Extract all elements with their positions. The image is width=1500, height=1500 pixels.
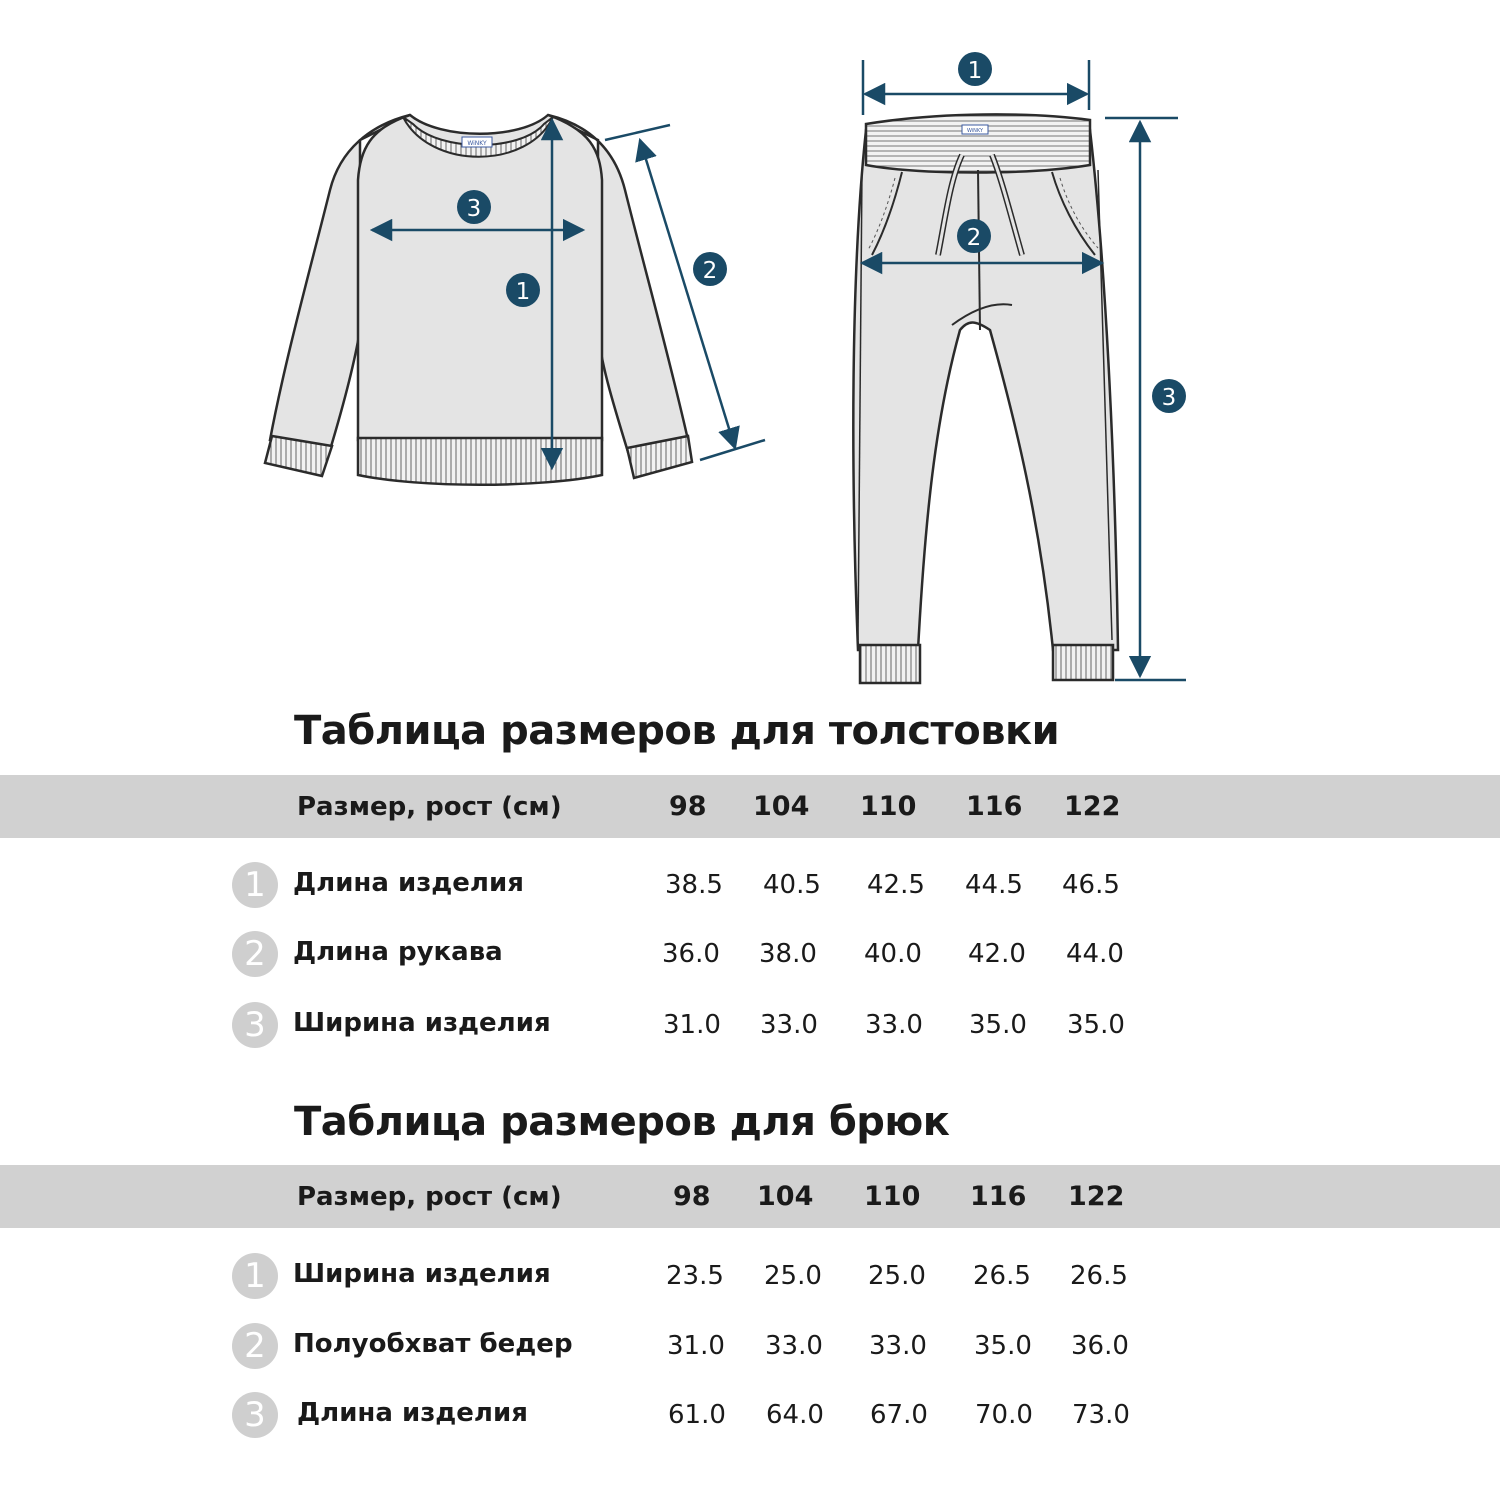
row-value: 33.0	[865, 1010, 923, 1040]
row-value: 25.0	[868, 1261, 926, 1291]
pants-marker-3	[1152, 379, 1186, 413]
row-number-badge: 3	[232, 1392, 278, 1438]
header-size-104: 104	[753, 791, 810, 822]
sweatshirt-marker-2	[693, 252, 727, 286]
sweatshirt-body	[358, 115, 602, 440]
sweatshirt-marker-3	[457, 190, 491, 224]
row-value: 61.0	[668, 1400, 726, 1430]
pants-row-width	[0, 1247, 1500, 1307]
row-value: 36.0	[1071, 1331, 1129, 1361]
sweatshirt-marker-1	[506, 273, 540, 307]
svg-text:2: 2	[702, 258, 718, 284]
row-value: 35.0	[969, 1010, 1027, 1040]
row-number-badge: 3	[232, 1002, 278, 1048]
row-value: 67.0	[870, 1400, 928, 1430]
row-value: 35.0	[1067, 1010, 1125, 1040]
header-size-label: Размер, рост (см)	[297, 1182, 562, 1212]
row-value: 33.0	[765, 1331, 823, 1361]
header-size-104: 104	[757, 1181, 814, 1212]
svg-text:2: 2	[966, 225, 982, 251]
row-value: 25.0	[764, 1261, 822, 1291]
row-value: 23.5	[666, 1261, 724, 1291]
svg-text:1: 1	[515, 279, 531, 305]
pants-waistband	[866, 114, 1090, 172]
pants-marker-2	[957, 219, 991, 253]
pants-drawing	[853, 114, 1118, 683]
sweatshirt-row-width	[0, 996, 1500, 1056]
row-value: 42.0	[968, 939, 1026, 969]
row-value: 73.0	[1072, 1400, 1130, 1430]
row-value: 35.0	[974, 1331, 1032, 1361]
sweatshirt-hem-rib	[358, 438, 602, 485]
svg-text:WiNKY: WiNKY	[467, 140, 487, 147]
row-value: 31.0	[663, 1010, 721, 1040]
row-label: Ширина изделия	[293, 1259, 551, 1289]
garment-diagram	[0, 0, 1500, 700]
row-value: 26.5	[1070, 1261, 1128, 1291]
row-value: 36.0	[662, 939, 720, 969]
row-value: 44.5	[965, 870, 1023, 900]
svg-text:WiNKY: WiNKY	[966, 128, 984, 134]
row-value: 33.0	[760, 1010, 818, 1040]
row-value: 38.5	[665, 870, 723, 900]
row-label: Полуобхват бедер	[293, 1329, 573, 1359]
header-size-122: 122	[1064, 791, 1121, 822]
pants-marker-1	[958, 52, 992, 86]
row-number-badge: 1	[232, 1253, 278, 1299]
header-size-122: 122	[1068, 1181, 1125, 1212]
svg-text:3: 3	[1161, 385, 1177, 411]
pants-left-cuff	[860, 645, 920, 683]
row-value: 44.0	[1066, 939, 1124, 969]
pants-right-cuff	[1053, 645, 1113, 680]
header-size-110: 110	[860, 791, 917, 822]
pants-body	[853, 130, 1118, 650]
row-value: 46.5	[1062, 870, 1120, 900]
row-value: 33.0	[869, 1331, 927, 1361]
header-size-98: 98	[673, 1181, 711, 1212]
row-value: 64.0	[766, 1400, 824, 1430]
sweatshirt-drawing	[265, 115, 692, 485]
row-label: Длина изделия	[293, 868, 524, 898]
row-value: 42.5	[867, 870, 925, 900]
row-number-badge: 2	[232, 931, 278, 977]
row-label: Ширина изделия	[293, 1008, 551, 1038]
row-value: 38.0	[759, 939, 817, 969]
pants-row-hips	[0, 1317, 1500, 1377]
svg-text:3: 3	[466, 196, 482, 222]
row-label: Длина рукава	[293, 937, 503, 967]
sweatshirt-row-sleeve	[0, 925, 1500, 985]
header-size-116: 116	[966, 791, 1023, 822]
sweatshirt-row-length	[0, 856, 1500, 916]
pants-table-title: Таблица размеров для брюк	[294, 1099, 950, 1145]
header-size-98: 98	[669, 791, 707, 822]
pants-row-length	[0, 1386, 1500, 1446]
row-value: 26.5	[973, 1261, 1031, 1291]
sweatshirt-table-header	[0, 775, 1500, 838]
row-label: Длина изделия	[297, 1398, 528, 1428]
row-value: 40.0	[864, 939, 922, 969]
svg-text:1: 1	[967, 58, 983, 84]
pants-table-header	[0, 1165, 1500, 1228]
row-number-badge: 2	[232, 1323, 278, 1369]
header-size-110: 110	[864, 1181, 921, 1212]
row-value: 70.0	[975, 1400, 1033, 1430]
row-number-badge: 1	[232, 862, 278, 908]
sweatshirt-table-title: Таблица размеров для толстовки	[294, 708, 1060, 754]
header-size-label: Размер, рост (см)	[297, 792, 562, 822]
row-value: 40.5	[763, 870, 821, 900]
header-size-116: 116	[970, 1181, 1027, 1212]
row-value: 31.0	[667, 1331, 725, 1361]
